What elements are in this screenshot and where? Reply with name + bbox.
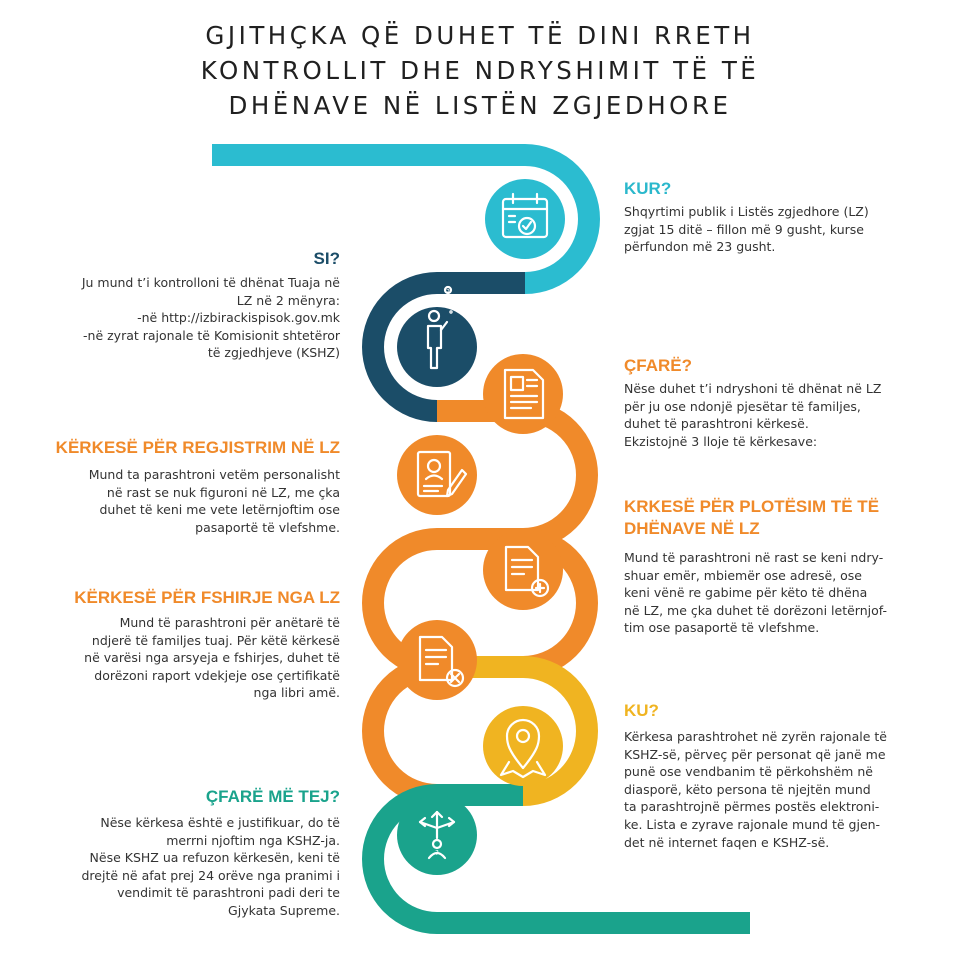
fshirje-line-3: në varësi nga arsyeja e fshirjes, duhet të (84, 650, 340, 666)
icon-map-pin-group (483, 706, 563, 786)
cfare-line-4: Ekzistojnë 3 lloje të kërkesave: (624, 433, 818, 449)
svg-text:?: ? (446, 288, 450, 296)
cfare-line-2: për ju ose ndonjë pjesëtar të familjes, (624, 398, 861, 414)
si-line-3: -në http://izbirackispisok.gov.mk (137, 310, 340, 326)
plotesim-heading-line-1: KRKESË PËR PLOTËSIM TË TË (624, 497, 880, 516)
regjistrim-line-3: duhet të keni me vete letërnjoftim ose (99, 502, 340, 518)
ku-line-3: punë ose vendbanim të përkohshëm në (624, 764, 873, 780)
ku-line-6: ke. Lista e zyrave rajonale mund të gjen- (624, 816, 881, 832)
title-line-2: KONTROLLIT DHE NDRYSHIMIT TË TË (200, 56, 760, 85)
me-tej-line-4: drejtë në afat prej 24 orëve nga pranimi i (81, 867, 340, 883)
si-line-4: -në zyrat rajonale të Komisionit shtetëror (83, 327, 340, 343)
icon-document-profile-group (483, 354, 563, 434)
si-line-2: LZ në 2 mënyra: (236, 292, 340, 308)
plotesim-heading-line-2: DHËNAVE NË LZ (624, 519, 760, 538)
fshirje-line-5: nga libri amë. (253, 685, 340, 701)
kur-line-3: përfundon më 23 gusht. (624, 239, 776, 255)
plotesim-heading (624, 496, 879, 540)
icon-person-group (397, 287, 477, 387)
me-tej-text (81, 814, 340, 920)
kur-text (624, 203, 869, 256)
me-tej-line-6: Gjykata Supreme. (228, 902, 340, 918)
regjistrim-line-2: në rast se nuk figuroni në LZ, me çka (106, 484, 340, 500)
cfare-line-1: Nëse duhet t’i ndryshoni të dhënat në LZ (624, 381, 882, 396)
icon-document-add-group (483, 530, 563, 610)
me-tej-line-1: Nëse kërkesa është e justifikuar, do të (100, 815, 340, 830)
cfare-line-3: duhet të parashtroni kërkesë. (624, 416, 809, 432)
fshirje-line-4: dorëzoni raport vdekjeje ose çertifikatë (94, 667, 340, 683)
title-line-3: DHËNAVE NË LISTËN ZGJEDHORE (228, 91, 732, 120)
regjistrim-text (89, 466, 340, 536)
icon-document-remove-group (397, 620, 477, 700)
fshirje-heading: KËRKESË PËR FSHIRJE NGA LZ (74, 588, 340, 607)
fshirje-text (84, 614, 340, 702)
ku-line-2: KSHZ-së, përveç për personat që janë me (624, 746, 886, 762)
cfare-heading: ÇFARË? (624, 356, 692, 375)
plotesim-line-2: shuar emër, mbiemër ose adresë, ose (624, 567, 863, 583)
kur-heading: KUR? (624, 179, 672, 198)
me-tej-line-5: vendimit të parashtroni padi deri te (117, 885, 340, 901)
ku-line-4: diasporë, këto persona të njejtën mund (624, 781, 871, 797)
regjistrim-line-4: pasaportë të vlefshme. (195, 519, 340, 535)
title-line-1: GJITHÇKA QË DUHET TË DINI RRETH (205, 21, 755, 50)
ku-line-5: ta parashtrojnë përmes postës elektroni- (624, 799, 880, 815)
me-tej-line-3: Nëse KSHZ ua refuzon kërkesën, keni të (89, 850, 340, 866)
plotesim-line-1: Mund të parashtroni në rast se keni ndry- (624, 550, 884, 565)
fshirje-line-2: ndjerë të familjes tuaj. Për këtë kërkesë (91, 632, 340, 648)
si-line-1: Ju mund t’i kontrolloni të dhënat Tuaja në (81, 275, 340, 290)
plotesim-line-5: tim ose pasaportë të vlefshme. (624, 620, 820, 636)
me-tej-heading: ÇFARË MË TEJ? (205, 787, 340, 806)
plotesim-text (624, 549, 887, 637)
ku-line-1: Kërkesa parashtrohet në zyrën rajonale të (624, 729, 887, 744)
fshirje-line-1: Mund të parashtroni për anëtarë të (119, 615, 340, 630)
icon-decision-group (397, 795, 477, 875)
ku-heading: KU? (624, 701, 659, 720)
plotesim-line-4: në LZ, me çka duhet të dorëzoni letërnjof- (624, 602, 887, 618)
si-line-5: të zgjedhjeve (KSHZ) (207, 345, 340, 361)
plotesim-line-3: keni vënë re gabime për këto të dhëna (624, 585, 868, 601)
kur-line-1: Shqyrtimi publik i Listës zgjedhore (LZ) (624, 204, 869, 219)
kur-line-2: zgjat 15 ditë – fillon më 9 gusht, kurse (624, 221, 864, 237)
si-heading: SI? (313, 249, 340, 268)
ku-line-7: det në internet faqen e KSHZ-së. (624, 834, 830, 850)
regjistrim-line-1: Mund ta parashtroni vetëm personalisht (88, 467, 340, 482)
svg-text:?: ? (435, 849, 439, 857)
icon-form-pen-group (397, 435, 477, 515)
ku-text (624, 728, 887, 851)
regjistrim-heading: KËRKESË PËR REGJISTRIM NË LZ (55, 438, 340, 457)
si-text (82, 274, 340, 362)
me-tej-line-2: merrni njoftim nga KSHZ-ja. (166, 832, 340, 848)
icon-calendar-group (485, 179, 565, 259)
cfare-text (624, 380, 881, 450)
